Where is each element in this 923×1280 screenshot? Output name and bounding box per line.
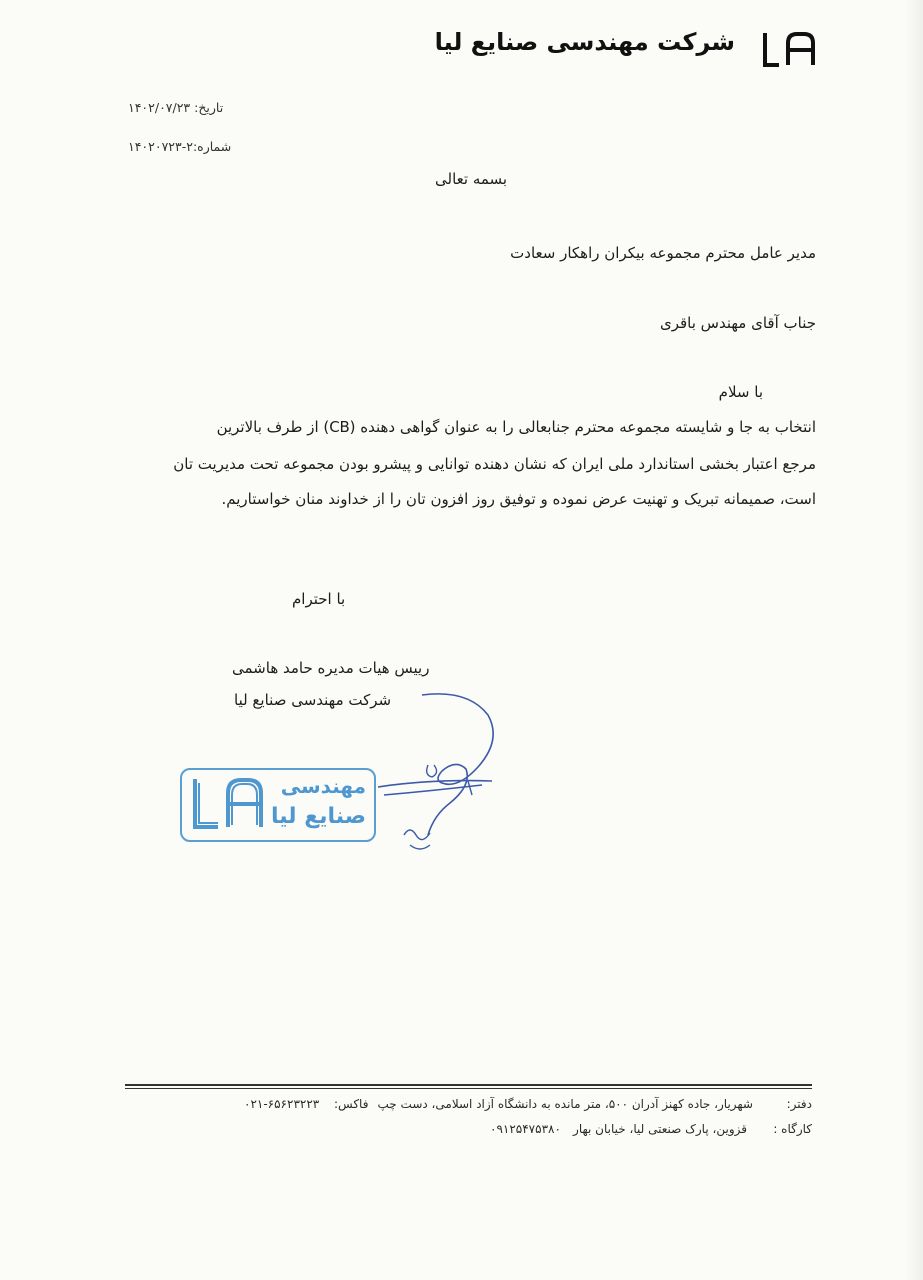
footer-fax-label: فاکس: [334, 1097, 369, 1111]
recipient-title: مدیر عامل محترم مجموعه بیکران راهکار سعادت [510, 244, 816, 262]
footer-office-address: شهریار، جاده کهنز آدران ۵۰۰، متر مانده به دانشگاه آزاد اسلامی، دست چپ [377, 1097, 753, 1111]
bismillah-heading: بسمه تعالی [435, 170, 508, 188]
footer-workshop-address: قزوین، پارک صنعتی لیا، خیابان بهار [573, 1122, 747, 1136]
closing-phrase: با احترام [292, 590, 346, 608]
footer-divider [125, 1084, 812, 1089]
footer-office-label: دفتر: [786, 1097, 812, 1111]
body-line-2: مرجع اعتبار بخشی استاندارد ملی ایران که نشان دهنده توانایی و پیشرو بودن مجموعه تحت مدیریت تان [173, 455, 816, 473]
company-name-header: شرکت مهندسی صنایع لیا [434, 28, 735, 56]
recipient-name: جناب آقای مهندس باقری [659, 314, 816, 332]
footer-mobile-number: ۰۹۱۲۵۴۷۵۳۸۰ [490, 1122, 561, 1136]
body-line-3: است، صمیمانه تبریک و تهنیت عرض نموده و توفیق روز افزون تان را از خداوند منان خواستاریم. [221, 490, 816, 508]
page-edge-shadow [905, 0, 923, 1280]
letter-number: شماره:۲-۱۴۰۲۰۷۲۳ [128, 139, 232, 154]
signer-company: شرکت مهندسی صنایع لیا [234, 691, 392, 709]
footer-workshop-label: کارگاه : [773, 1122, 812, 1136]
footer-fax-number: ۰۲۱-۶۵۶۲۳۲۲۳ [244, 1097, 320, 1111]
body-line-1: انتخاب به جا و شایسته مجموعه محترم جنابعالی را به عنوان گواهی دهنده (CB) از طرف بالاترین [216, 418, 816, 436]
stamp-logo-icon [190, 775, 266, 833]
stamp-text-company: صنایع لیا [271, 804, 366, 829]
company-stamp [180, 768, 376, 842]
greeting: با سلام [718, 383, 763, 401]
company-logo-icon [762, 31, 816, 68]
letter-date: تاریخ: ۱۴۰۲/۰۷/۲۳ [128, 100, 224, 115]
signer-title: رییس هیات مدیره حامد هاشمی [232, 659, 430, 677]
handwritten-signature [370, 685, 500, 860]
stamp-text-engineering: مهندسی [280, 774, 366, 798]
